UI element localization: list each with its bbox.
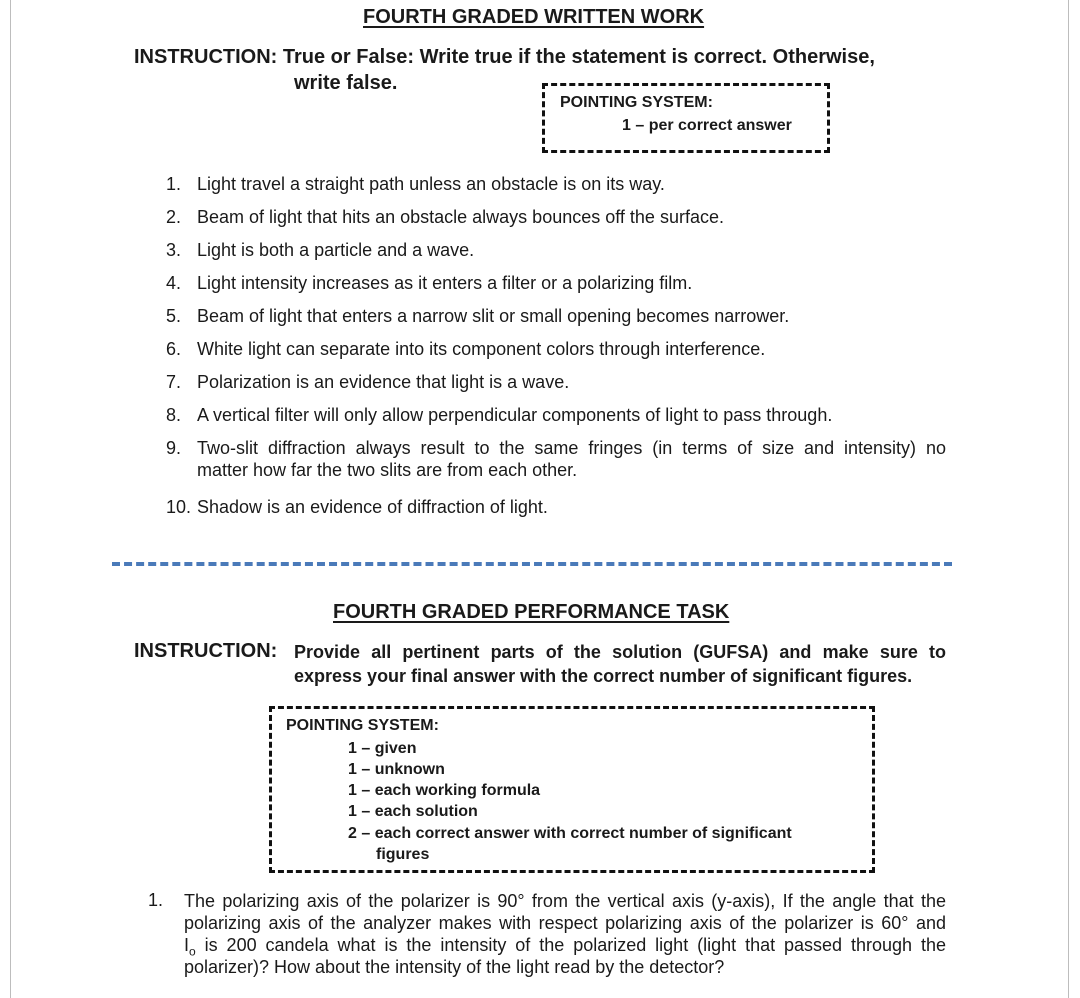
- item-number: 3.: [166, 240, 182, 260]
- performance-task-title: FOURTH GRADED PERFORMANCE TASK: [333, 601, 730, 623]
- performance-task-instruction-label: INSTRUCTION:: [134, 640, 278, 662]
- item-text: matter how far the two slits are from each other.: [197, 460, 578, 480]
- item-text: Light intensity increases as it enters a filter or a polarizing film.: [197, 273, 693, 293]
- problem-line-1: The polarizing axis of the polarizer is 90° from the vertical axis (y-axis), If the angle that the: [184, 891, 946, 911]
- item-number: 9.: [166, 438, 182, 458]
- item-text: Beam of light that enters a narrow slit or small opening becomes narrower.: [197, 306, 790, 326]
- written-work-pointing-label: POINTING SYSTEM:: [560, 94, 713, 111]
- item-text: Light travel a straight path unless an obstacle is on its way.: [197, 174, 665, 194]
- item-text: Shadow is an evidence of diffraction of light.: [197, 497, 548, 517]
- written-work-instruction-line2: write false.: [294, 72, 398, 94]
- item-text: A vertical filter will only allow perpendicular components of light to pass through.: [197, 405, 833, 425]
- pointing-line-given: 1 – given: [348, 740, 417, 757]
- item-number: 10.: [166, 497, 192, 517]
- intensity-symbol: I: [184, 935, 190, 955]
- problem-number: 1.: [148, 890, 164, 910]
- item-number: 4.: [166, 273, 182, 293]
- section-divider: [112, 562, 952, 566]
- item-number: 5.: [166, 306, 182, 326]
- performance-task-pointing-label: POINTING SYSTEM:: [286, 717, 439, 734]
- list-item-continuation: [197, 460, 577, 481]
- written-work-title: FOURTH GRADED WRITTEN WORK: [363, 6, 705, 28]
- page-edge-right: [1068, 0, 1069, 998]
- item-text: Beam of light that hits an obstacle always bounces off the surface.: [197, 207, 724, 227]
- pointing-line-unknown: 1 – unknown: [348, 761, 445, 778]
- problem-line-2: polarizing axis of the analyzer makes with respect polarizing axis of the polarizer is 60° and: [184, 913, 946, 933]
- written-work-pointing-line: 1 – per correct answer: [622, 117, 792, 134]
- problem-line-4: polarizer)? How about the intensity of the light read by the detector?: [184, 957, 725, 977]
- problem-line-3-text: is 200 candela what is the intensity of the polarized light (light that passed through the: [195, 935, 946, 955]
- intensity-subscript: o: [189, 944, 196, 959]
- pointing-line-solution: 1 – each solution: [348, 803, 478, 820]
- page-edge-left: [10, 0, 11, 998]
- pointing-line-answer: 2 – each correct answer with correct number of significant: [348, 825, 792, 842]
- performance-task-instruction-line2: express your final answer with the correct number of significant figures.: [294, 666, 913, 686]
- item-text: Light is both a particle and a wave.: [197, 240, 475, 260]
- item-text: Polarization is an evidence that light is a wave.: [197, 372, 570, 392]
- item-number: 2.: [166, 207, 182, 227]
- item-number: 7.: [166, 372, 182, 392]
- written-work-instruction-line1: INSTRUCTION: True or False: Write true if the statement is correct. Otherwise,: [134, 46, 875, 68]
- pointing-line-formula: 1 – each working formula: [348, 782, 541, 799]
- item-text: White light can separate into its component colors through interference.: [197, 339, 766, 359]
- item-number: 1.: [166, 174, 182, 194]
- item-text: Two-slit diffraction always result to the same fringes (in terms of size and intensity) no: [197, 438, 946, 458]
- item-number: 6.: [166, 339, 182, 359]
- item-number: 8.: [166, 405, 182, 425]
- performance-task-instruction-line1: Provide all pertinent parts of the solution (GUFSA) and make sure to: [294, 642, 946, 662]
- pointing-line-answer-cont: figures: [376, 846, 430, 863]
